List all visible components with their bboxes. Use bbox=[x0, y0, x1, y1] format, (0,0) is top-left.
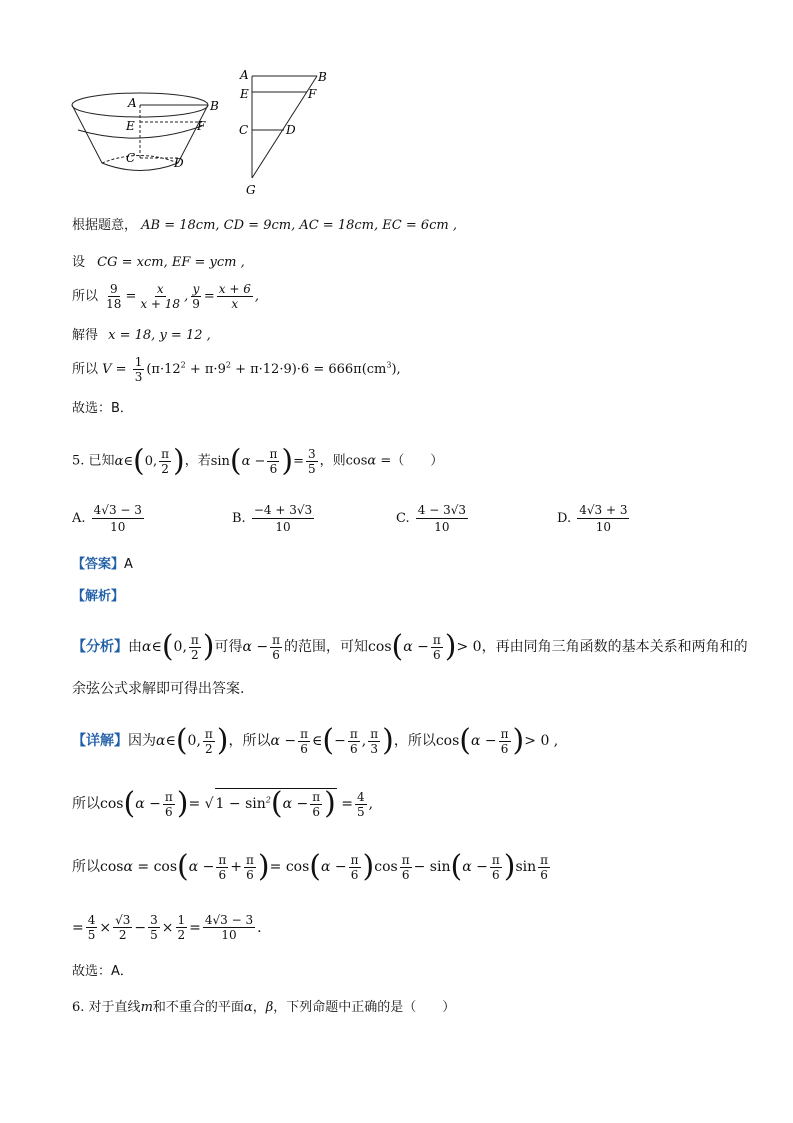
solve-label: 解得 bbox=[72, 328, 99, 343]
detail-2: ，所以 bbox=[228, 733, 271, 749]
choice-a-num: 4√3 − 3 bbox=[93, 503, 142, 517]
q5-cond2: sin(α − $\frac{\pi}{6}$ )= $\frac{3}{5}$ bbox=[210, 443, 316, 478]
choice-a-letter: A. bbox=[72, 511, 86, 526]
detail-1: 因为 bbox=[128, 733, 156, 749]
analysis-tag: 【解析】 bbox=[72, 589, 125, 604]
choice-b[interactable] bbox=[232, 503, 316, 534]
label-f2: F bbox=[308, 87, 317, 101]
let-math: CG = xcm, EF = ycm , bbox=[97, 255, 245, 270]
fenxi-3: 的范围，可知 bbox=[284, 639, 369, 655]
result-line: = $\frac{4}{5}$ × $\frac{√3}{2}$ − $\frac{3}{5}$ × $\frac{1}{2}$ = $\frac{4√3 - 3}{10}$ . bbox=[72, 913, 262, 942]
choice-c-num: 4 − 3√3 bbox=[417, 503, 466, 517]
label-b: B bbox=[210, 99, 219, 113]
label-a2: A bbox=[240, 68, 249, 82]
given-label: 根据题意， bbox=[72, 218, 138, 233]
q6-text-2: 和不重合的平面 bbox=[152, 1000, 244, 1015]
section-figure bbox=[232, 66, 342, 198]
q6-alpha: α bbox=[243, 1000, 253, 1015]
label-d2: D bbox=[286, 123, 296, 137]
label-d: D bbox=[174, 156, 184, 170]
q5-stem-pre: 已知 bbox=[88, 453, 115, 469]
q5-stem-post: ，则 bbox=[319, 453, 346, 469]
volume-math: V = $\frac{1}{3}$ $(\pi\cdot 12^2 + \pi\cdot 9^2 + \pi\cdot 12\cdot 9)\cdot 6 = 666\pi(cm^3)$, bbox=[102, 355, 401, 384]
fenxi-1: 由 bbox=[128, 639, 142, 655]
given-math: AB = 18cm, CD = 9cm, AC = 18cm, EC = 6cm , bbox=[141, 218, 457, 233]
frustum-figure bbox=[60, 80, 230, 180]
choice-d[interactable] bbox=[557, 503, 631, 534]
so-a: 所以 bbox=[72, 796, 100, 812]
label-f: F bbox=[197, 119, 206, 133]
detail-3: ，所以 bbox=[393, 733, 436, 749]
let-line bbox=[72, 256, 245, 269]
analysis-line bbox=[72, 590, 124, 603]
cos-line: 所以cos(α − $\frac{\pi}{6}$ )= √ $1 - \sin^2(\alpha$ − $\frac{\pi}{6}$ ) = $\frac{4}{5}$ , bbox=[72, 786, 374, 821]
detail-line: 【详解】因为α∈(0, $\frac{\pi}{2}$ )，所以α − $\frac{\pi}{6}$ ∈(− $\frac{\pi}{6}$ , $\frac{\pi}{3}$ )，所以cos(α − $\frac{\pi}{6}$ )> 0 , bbox=[72, 723, 559, 758]
label-e2: E bbox=[240, 87, 249, 101]
so1-label: 所以 bbox=[72, 289, 99, 304]
detail-tag: 【详解】 bbox=[72, 733, 128, 749]
given-line bbox=[72, 219, 457, 232]
q5-number: 5. bbox=[72, 453, 85, 469]
fenxi-4: ，再由同角三角函数的基本关系和两角和的 bbox=[481, 639, 748, 655]
label-e: E bbox=[126, 119, 135, 133]
choice-d-den: 10 bbox=[595, 520, 611, 534]
solve-line bbox=[72, 329, 211, 342]
q5-cond1: α∈(0, $\frac{\pi}{2}$ ) bbox=[114, 443, 185, 478]
q5-stem-mid: ，若 bbox=[184, 453, 211, 469]
q6-var-m: m bbox=[140, 1000, 153, 1015]
choose-b: 故选：B． bbox=[72, 401, 133, 416]
choice-b-den: 10 bbox=[275, 520, 291, 534]
volume-line bbox=[72, 356, 401, 383]
choose-a: 故选：A． bbox=[72, 964, 133, 979]
label-c: C bbox=[126, 151, 136, 165]
q6-sep: ， bbox=[252, 1000, 266, 1015]
label-c2: C bbox=[239, 123, 249, 137]
q6-beta: β bbox=[265, 1000, 274, 1015]
choice-d-letter: D. bbox=[557, 511, 572, 526]
ratio-math: $\frac{9}{18}$ = $\frac{x}{x + 18}$ , $\frac{y}{9}$ = $\frac{x + 6}{x}$ , bbox=[106, 282, 259, 311]
choice-a-den: 10 bbox=[110, 520, 126, 534]
answer-line bbox=[72, 558, 133, 571]
choice-c-den: 10 bbox=[434, 520, 450, 534]
q6-text-3: ，下列命题中正确的是（ ） bbox=[273, 1000, 456, 1015]
expand-line: 所以cosα = cos(α − $\frac{\pi}{6}$ + $\frac{\pi}{6}$ )= cos(α − $\frac{\pi}{6}$ )cos $\frac{\pi}{6}$ − sin(α − $\frac{\pi}{6}$ )sin $\frac{\pi}{6}$ bbox=[72, 849, 549, 884]
q6-number: 6. bbox=[72, 1000, 85, 1015]
fenxi-line: 【分析】由α∈(0, $\frac{\pi}{2}$ )可得α − $\frac{\pi}{6}$ 的范围，可知cos(α − $\frac{\pi}{6}$ )> 0，再由同角三角函数的基本关系和两角和的 bbox=[72, 629, 748, 664]
let-label: 设 bbox=[72, 255, 86, 270]
answer-tag: 【答案】 bbox=[72, 557, 125, 572]
so-b: 所以 bbox=[72, 859, 100, 875]
choice-c[interactable] bbox=[396, 503, 470, 534]
choice-c-letter: C. bbox=[396, 511, 410, 526]
so2-label: 所以 bbox=[72, 362, 99, 377]
choice-a[interactable] bbox=[72, 503, 146, 534]
fenxi-tag: 【分析】 bbox=[72, 639, 128, 655]
q5-stem-end: （ ） bbox=[391, 453, 444, 469]
q6-text-1: 对于直线 bbox=[88, 1000, 141, 1015]
fenxi-2: 可得 bbox=[214, 639, 243, 655]
choice-b-letter: B. bbox=[232, 511, 246, 526]
label-g: G bbox=[246, 183, 256, 197]
choice-b-num: −4 + 3√3 bbox=[253, 503, 313, 517]
label-a: A bbox=[128, 96, 137, 110]
ratio-line bbox=[72, 283, 259, 310]
label-b2: B bbox=[318, 70, 327, 84]
q6-stem bbox=[72, 1001, 455, 1014]
answer-value: A bbox=[124, 557, 133, 572]
fenxi-line-2: 余弦公式求解即可得出答案. bbox=[72, 681, 245, 697]
choice-d-num: 4√3 + 3 bbox=[579, 503, 628, 517]
solve-math: x = 18, y = 12 , bbox=[108, 328, 211, 343]
q5-stem: 5. 已知α∈(0, $\frac{\pi}{2}$ )，若sin(α − $\frac{\pi}{6}$ )= $\frac{3}{5}$ ，则cosα =（ ） bbox=[72, 443, 444, 478]
